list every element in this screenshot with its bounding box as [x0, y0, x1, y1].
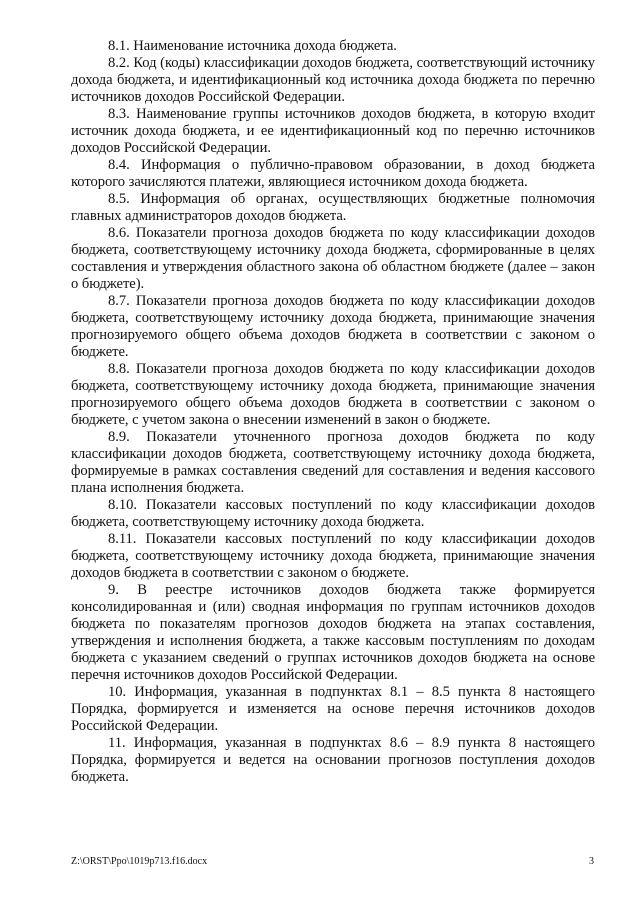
paragraph-8-9: 8.9. Показатели уточненного прогноза доходов бюджета по коду классификации доходов бюджета, соответствующему источнику дохода бюджета, формируемые в рамках составления сведений для составления и ведения кассового плана исполнения бюджета.	[71, 429, 595, 496]
paragraph-8-1: 8.1. Наименование источника дохода бюджета.	[108, 38, 397, 54]
footer-file-path: Z:\ORST\Ppo\1019p713.f16.docx	[71, 856, 208, 867]
paragraph-8-6: 8.6. Показатели прогноза доходов бюджета по коду классификации доходов бюджета, соответствующему источнику дохода бюджета, сформированные в целях составления и утверждения областного закона об областном бюджете (далее – закон о бюджете).	[71, 225, 595, 292]
paragraph-8-11: 8.11. Показатели кассовых поступлений по коду классификации доходов бюджета, соответствующему источнику дохода бюджета, принимающие значения доходов бюджета в соответствии с законом о бюджете.	[71, 531, 595, 581]
document-body	[71, 38, 595, 786]
footer-page-number: 3	[589, 856, 594, 867]
paragraph-8-5: 8.5. Информация об органах, осуществляющих бюджетные полномочия главных администраторов доходов бюджета.	[71, 191, 595, 224]
paragraph-8-7: 8.7. Показатели прогноза доходов бюджета по коду классификации доходов бюджета, соответствующему источнику дохода бюджета, принимающие значения прогнозируемого общего объема доходов бюджета в соответствии с законом о бюджете.	[71, 293, 595, 360]
paragraph-9: 9. В реестре источников доходов бюджета также формируется консолидированная и (или) сводная информация по группам источников доходов бюджета по показателям прогнозов доходов бюджета на этапах составления, утверждения и исполнения бюджета, а также кассовым поступлениям по доходам бюджета с указанием сведений о группах источников доходов бюджета на основе перечня источников доходов Российской Федерации.	[71, 582, 595, 683]
paragraph-8-2: 8.2. Код (коды) классификации доходов бюджета, соответствующий источнику дохода бюджета, и идентификационный код источника дохода бюджета по перечню источников доходов Российской Федерации.	[71, 55, 595, 105]
paragraph-10: 10. Информация, указанная в подпунктах 8.1 – 8.5 пункта 8 настоящего Порядка, формируется и изменяется на основе перечня источников доходов Российской Федерации.	[71, 684, 595, 734]
paragraph-8-3: 8.3. Наименование группы источников доходов бюджета, в которую входит источник дохода бюджета, и ее идентификационный код по перечню источников доходов Российской Федерации.	[71, 106, 595, 156]
paragraph-8-8: 8.8. Показатели прогноза доходов бюджета по коду классификации доходов бюджета, соответствующему источнику дохода бюджета, принимающие значения прогнозируемого общего объема доходов бюджета в соответствии с законом о бюджете, с учетом закона о внесении изменений в закон о бюджете.	[71, 361, 595, 428]
paragraph-8-4: 8.4. Информация о публично-правовом образовании, в доход бюджета которого зачисляются платежи, являющиеся источником дохода бюджета.	[71, 157, 595, 190]
paragraph-11: 11. Информация, указанная в подпунктах 8.6 – 8.9 пункта 8 настоящего Порядка, формируется и ведется на основании прогнозов поступления доходов бюджета.	[71, 735, 595, 785]
paragraph-8-10: 8.10. Показатели кассовых поступлений по коду классификации доходов бюджета, соответствующему источнику дохода бюджета.	[71, 497, 595, 530]
